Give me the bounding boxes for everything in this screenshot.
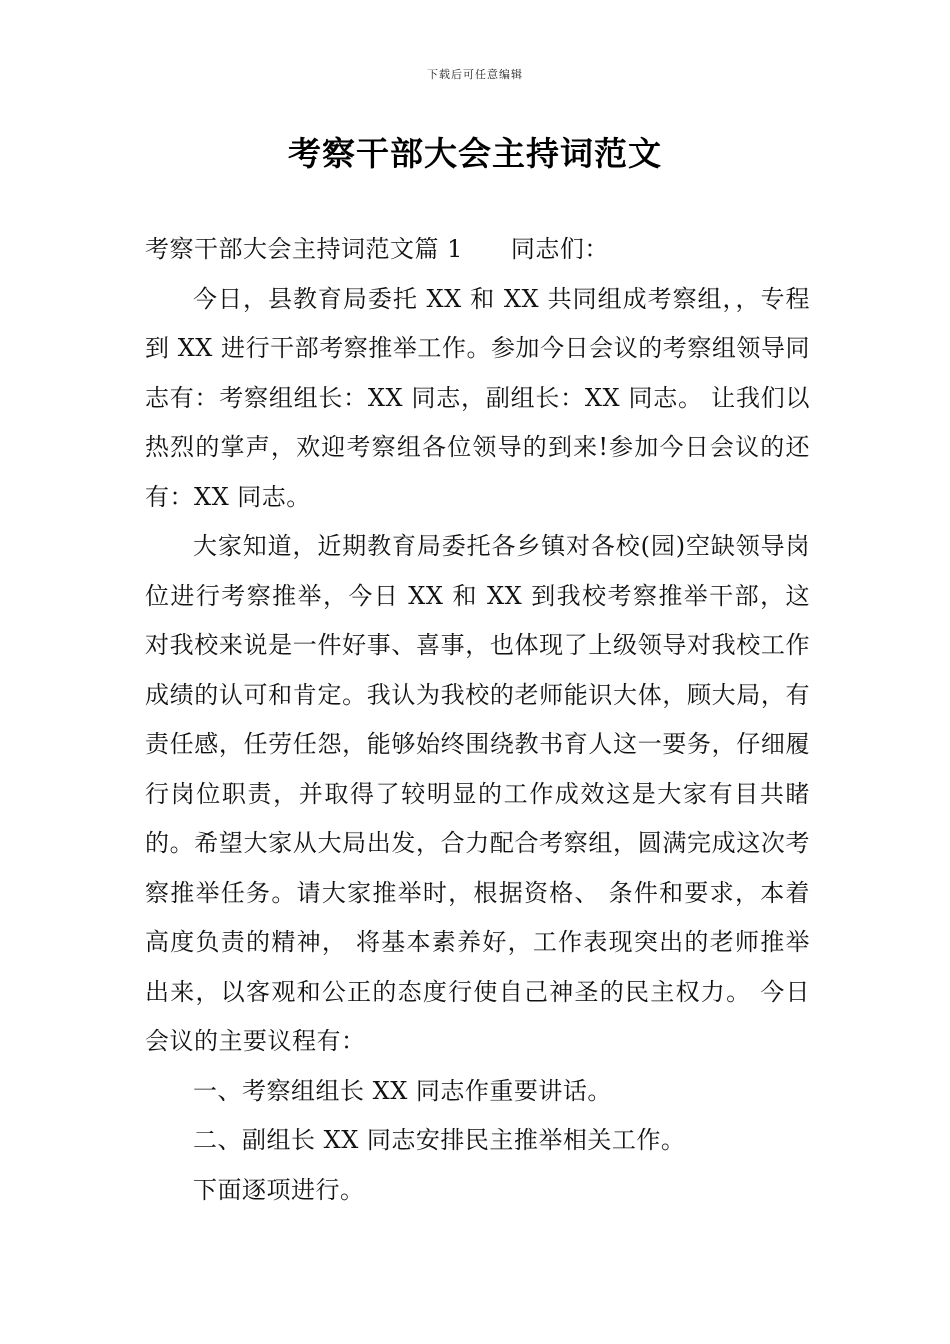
document-title: 考察干部大会主持词范文 — [288, 134, 662, 173]
intro-line — [145, 225, 810, 275]
agenda-item-1: 一、考察组组长 XX 同志作重要讲话。 — [193, 1076, 612, 1105]
paragraph-1: 今日，县教育局委托 XX 和 XX 共同组成考察组，，专程到 XX 进行干部考察推举工作。参加今日会议的考察组领导同志有：考察组组长：XX 同志，副组长：XX 同志。 让我们以热烈的掌声，欢迎考察组各位领导的到来!参加今日会议的还有：XX 同志。 — [145, 284, 810, 511]
agenda-item-2: 二、副组长 XX 同志安排民主推举相关工作。 — [193, 1126, 686, 1154]
section-heading: 考察干部大会主持词范文篇 1 — [145, 235, 463, 263]
salutation: 同志们： — [510, 235, 609, 263]
paragraph-2: 大家知道，近期教育局委托各乡镇对各校(园)空缺领导岗位进行考察推举，今日 XX 和 XX 到我校考察推举干部，这对我校来说是一件好事、喜事，也体现了上级领导对我校工作成绩的认可和肯定。我认为我校的老师能识大体，顾大局，有责任感，任劳任怨，能够始终围绕教书育人这一要务，仔细履行岗位职责，并取得了较明显的工作成效这是大家有目共睹的。希望大家从大局出发，合力配合考察组，圆满完成这次考察推举任务。请大家推举时，根据资格、 条件和要求，本着高度负责的精神， 将基本素养好，工作表现突出的老师推举出来，以客观和公正的态度行使自己神圣的民主权力。 今日会议的主要议程有： — [145, 532, 810, 1055]
header-note: 下载后可任意编辑 — [427, 68, 523, 81]
closing-line: 下面逐项进行。 — [193, 1175, 365, 1204]
document-body — [145, 225, 810, 1215]
